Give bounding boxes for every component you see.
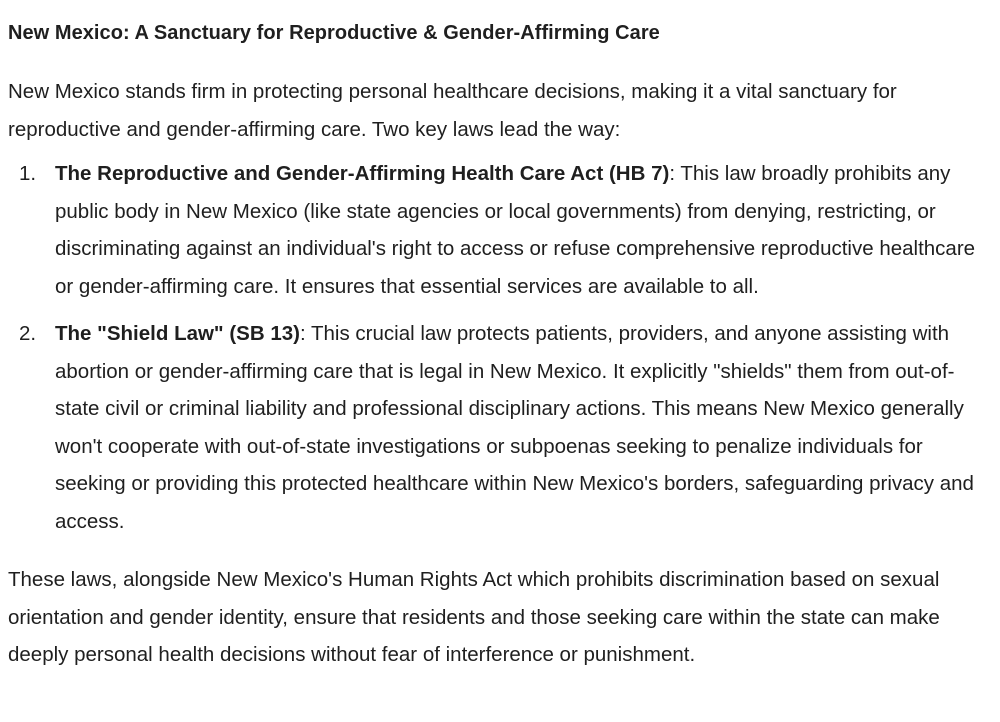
laws-list bbox=[8, 155, 992, 540]
law-description: : This crucial law protects patients, providers, and anyone assisting with abortion or gender-affirming care that is legal in New Mexico. It explicitly "shields" them from out-of-state civil or criminal liability and professional disciplinary actions. This means New Mexico generally won't cooperate with out-of-state investigations or subpoenas seeking to penalize individuals for seeking or providing this protected healthcare within New Mexico's borders, safeguarding privacy and access. bbox=[55, 322, 974, 533]
conclusion-paragraph: These laws, alongside New Mexico's Human Rights Act which prohibits discrimination based on sexual orientation and gender identity, ensure that residents and those seeking care within the state can make deeply personal health decisions without fear of interference or punishment. bbox=[8, 568, 940, 666]
list-item bbox=[8, 315, 992, 540]
law-name: The Reproductive and Gender-Affirming Health Care Act (HB 7) bbox=[55, 162, 670, 185]
list-item bbox=[8, 155, 992, 305]
document-title: New Mexico: A Sanctuary for Reproductive & Gender-Affirming Care bbox=[8, 22, 660, 44]
intro-paragraph: New Mexico stands firm in protecting personal healthcare decisions, making it a vital sanctuary for reproductive and gender-affirming care. Two key laws lead the way: bbox=[8, 80, 897, 141]
list-item-number: 2. bbox=[19, 322, 37, 345]
law-description: : This law broadly prohibits any public body in New Mexico (like state agencies or local governments) from denying, restricting, or discriminating against an individual's right to access or refuse comprehensive reproductive healthcare or gender-affirming care. It ensures that essential services are available to all. bbox=[55, 162, 976, 298]
list-item-number: 1. bbox=[19, 162, 37, 185]
law-name: The "Shield Law" (SB 13) bbox=[55, 322, 300, 345]
